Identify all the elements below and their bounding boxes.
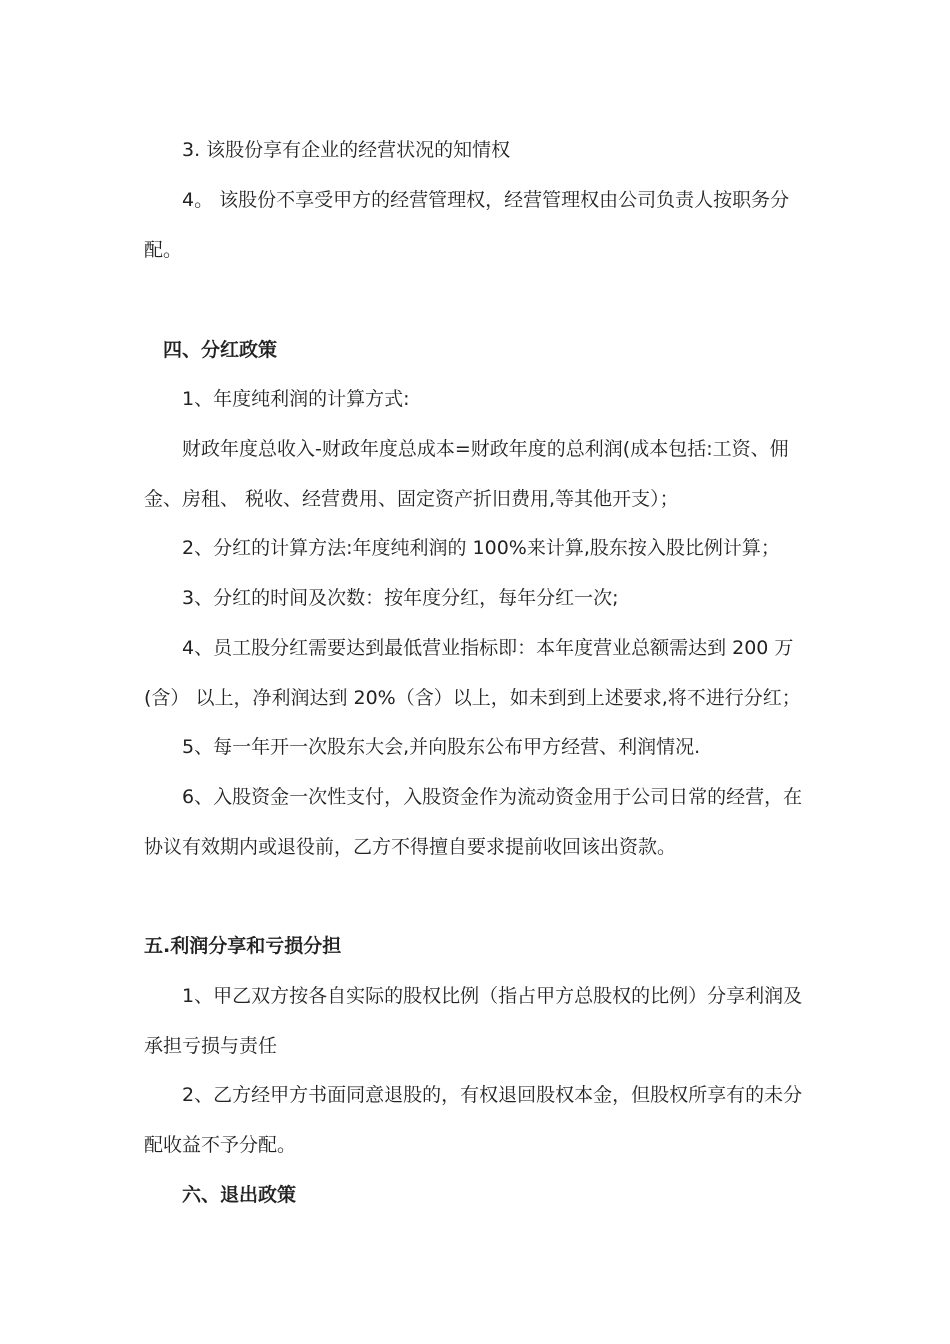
dividend-formula-cont: 金、房租、 税收、经营费用、固定资产折旧费用,等其他开支）； (144, 488, 679, 510)
profit-item-1: 1、甲乙双方按各自实际的股权比例（指占甲方总股权的比例）分享利润及 (182, 985, 803, 1007)
section-heading-exit-policy: 六、退出政策 (182, 1184, 297, 1206)
clause-4-text-cont: 配。 (144, 239, 183, 261)
dividend-formula: 财政年度总收入-财政年度总成本=财政年度的总利润(成本包括:工资、佣 (182, 438, 789, 460)
dividend-item-4: 4、员工股分红需要达到最低营业指标即：本年度营业总额需达到 200 万 (182, 637, 794, 659)
profit-item-2-cont: 配收益不予分配。 (144, 1134, 297, 1156)
dividend-item-6: 6、入股资金一次性支付，入股资金作为流动资金用于公司日常的经营，在 (182, 786, 803, 808)
dividend-item-2: 2、分红的计算方法:年度纯利润的 100%来计算,股东按入股比例计算； (182, 537, 780, 559)
dividend-item-1: 1、年度纯利润的计算方式: (182, 388, 410, 410)
dividend-item-4-cont: (含） 以上，净利润达到 20%（含）以上，如未到到上述要求,将不进行分红； (144, 687, 801, 709)
dividend-item-6-cont: 协议有效期内或退役前，乙方不得擅自要求提前收回该出资款。 (144, 836, 677, 858)
clause-3-text: 3. 该股份享有企业的经营状况的知情权 (182, 139, 511, 161)
section-heading-profit-sharing: 五.利润分享和亏损分担 (144, 935, 342, 957)
section-heading-dividend-policy: 四、分红政策 (163, 339, 278, 361)
profit-item-1-cont: 承担亏损与责任 (144, 1035, 278, 1057)
clause-4-text: 4。 该股份不享受甲方的经营管理权，经营管理权由公司负责人按职务分 (182, 189, 790, 211)
profit-item-2: 2、乙方经甲方书面同意退股的，有权退回股权本金，但股权所享有的未分 (182, 1084, 803, 1106)
dividend-item-5: 5、每一年开一次股东大会,并向股东公布甲方经营、利润情况. (182, 736, 701, 758)
dividend-item-3: 3、分红的时间及次数：按年度分红，每年分红一次; (182, 587, 619, 609)
